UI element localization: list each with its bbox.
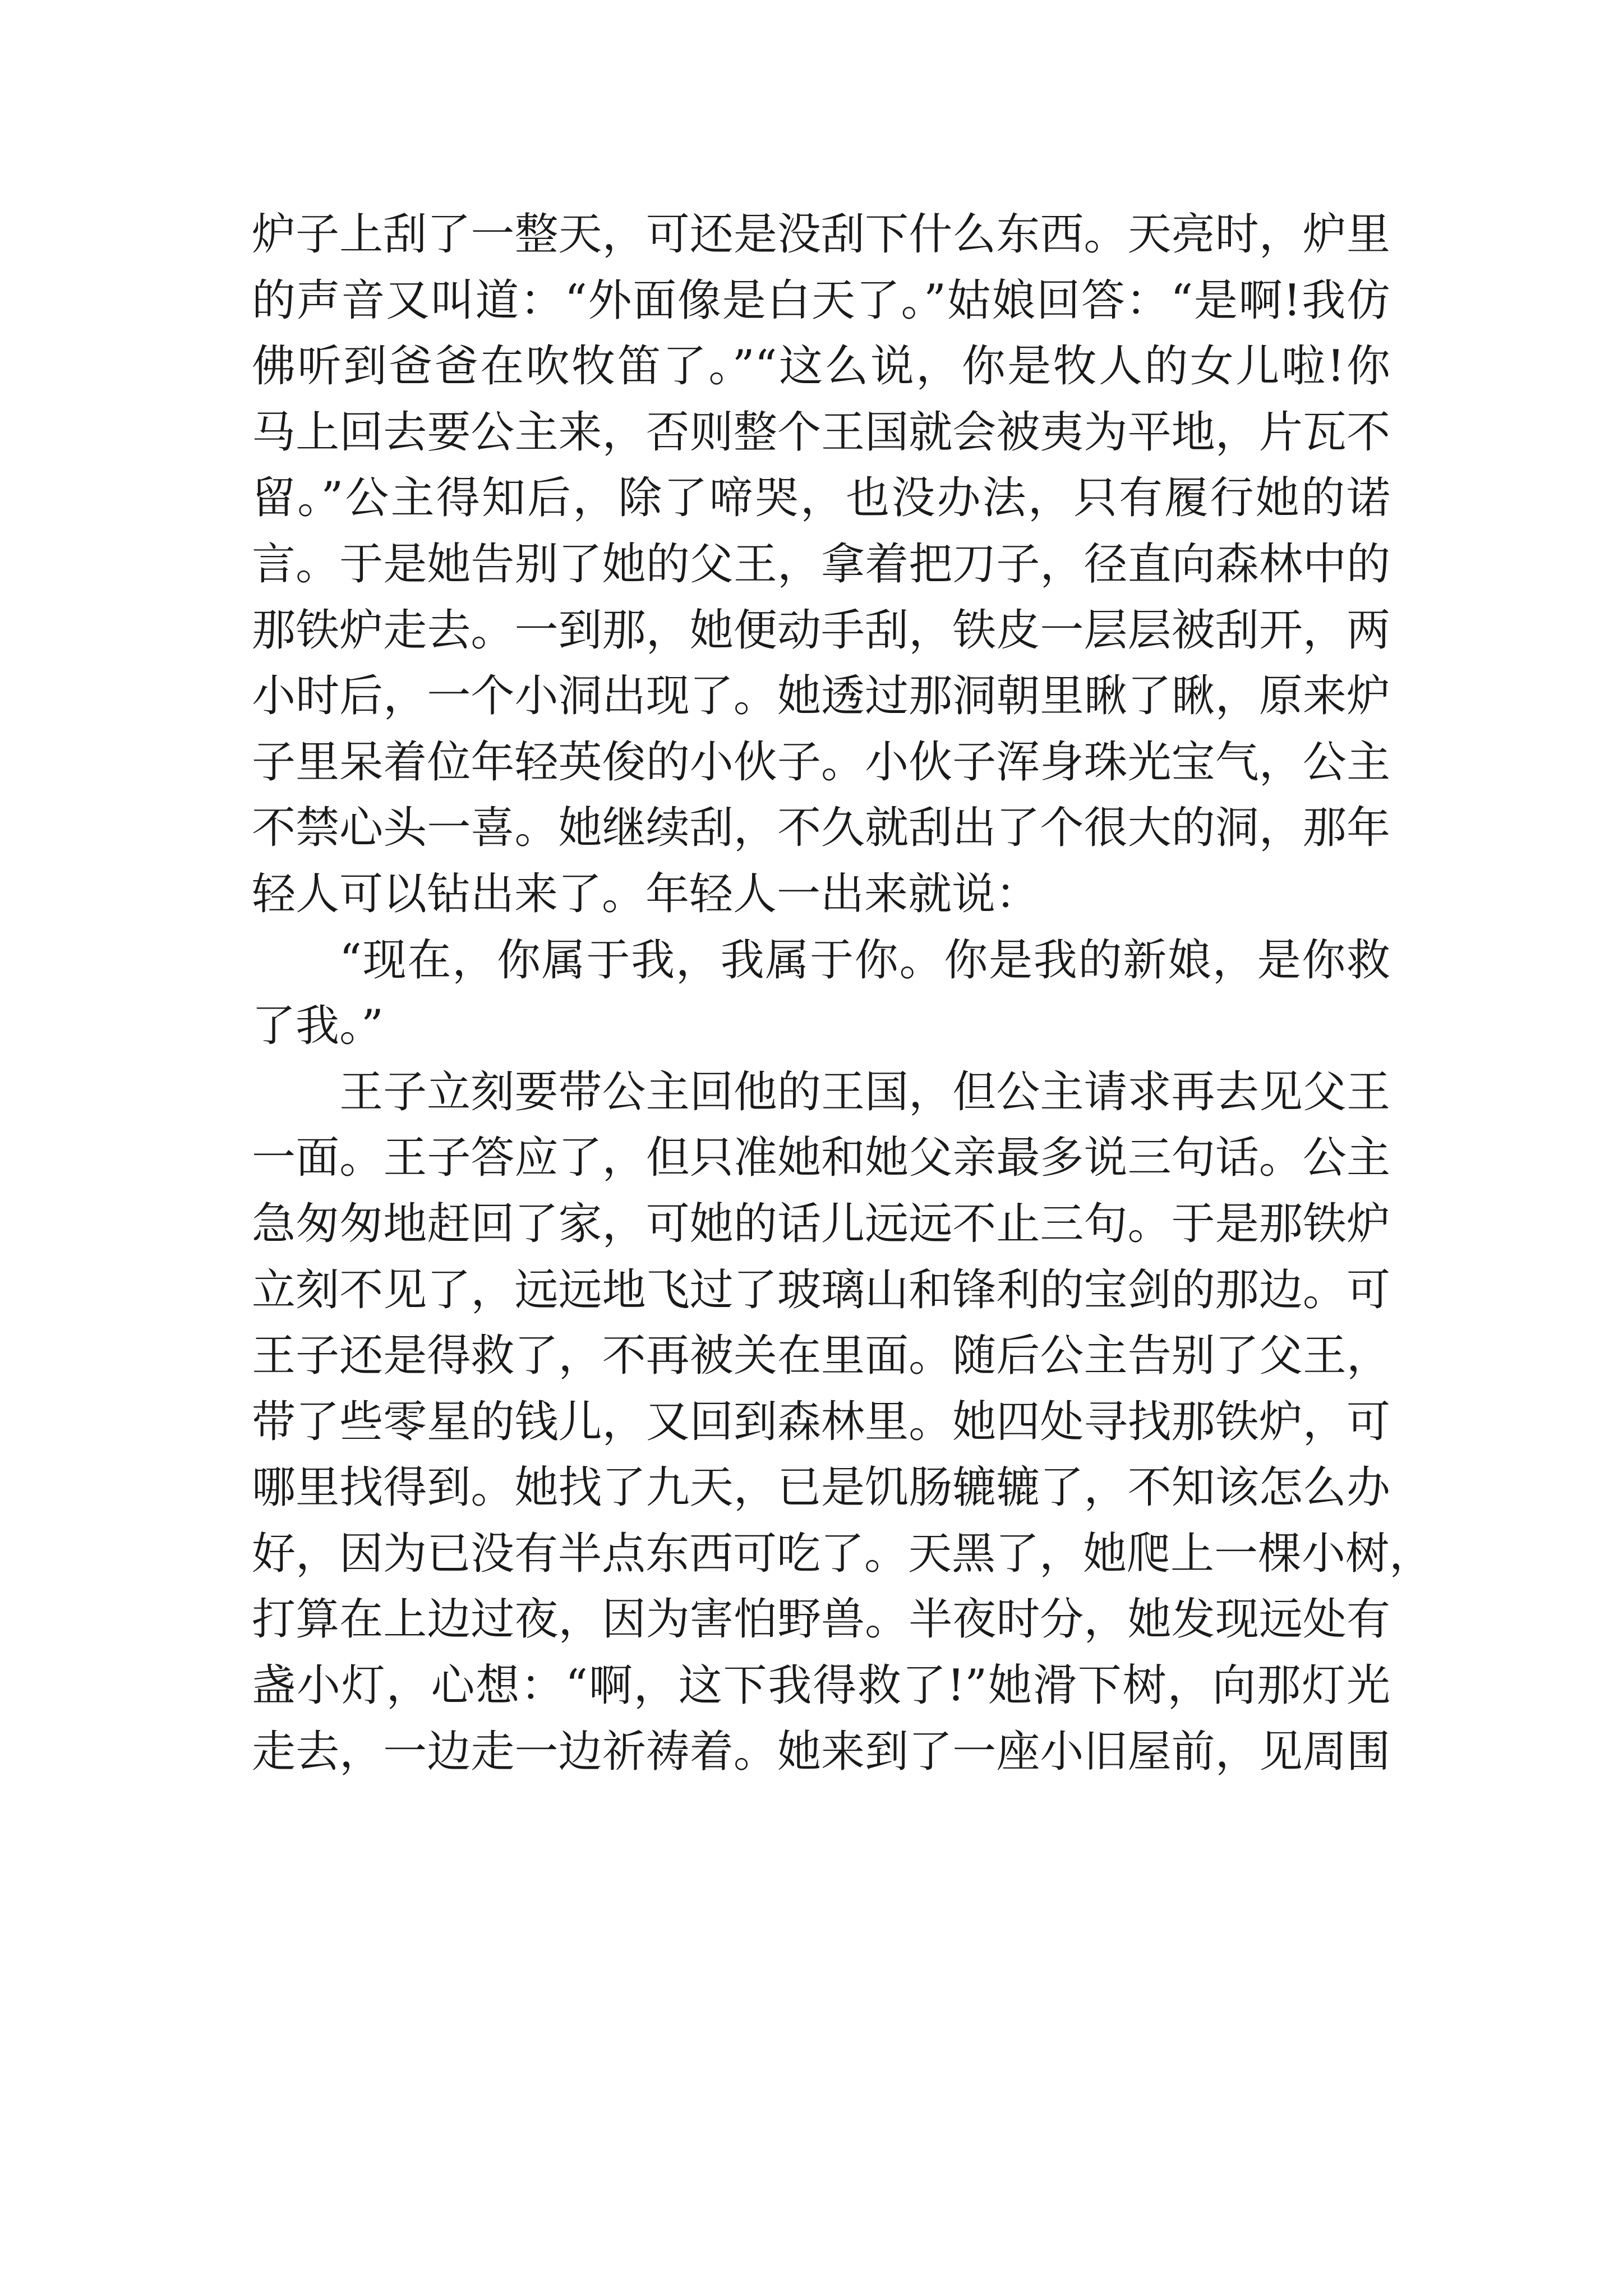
text-line: 了我。” [252, 1001, 384, 1052]
text-line: 带了些零星的钱儿，又回到森林里。她四处寻找那铁炉，可 [252, 1396, 1390, 1447]
text-line: 小时后，一个小洞出现了。她透过那洞朝里瞅了瞅，原来炉 [252, 671, 1390, 722]
text-line: 一面。王子答应了，但只准她和她父亲最多说三句话。公主 [252, 1133, 1390, 1184]
text-line: 王子还是得救了，不再被关在里面。随后公主告别了父王， [252, 1331, 1390, 1382]
text-line: 不禁心头一喜。她继续刮，不久就刮出了个很大的洞，那年 [252, 803, 1390, 854]
text-line: “现在，你属于我，我属于你。你是我的新娘，是你救 [339, 935, 1390, 986]
text-line: 急匆匆地赶回了家，可她的话儿远远不止三句。于是那铁炉 [252, 1198, 1390, 1249]
text-line: 言。于是她告别了她的父王，拿着把刀子，径直向森林中的 [252, 539, 1390, 590]
text-line: 的声音又叫道：“外面像是白天了。”姑娘回答：“是啊!我仿 [252, 275, 1390, 326]
text-line: 盏小灯，心想：“啊，这下我得救了!”她滑下树，向那灯光 [252, 1660, 1390, 1711]
text-line: 轻人可以钻出来了。年轻人一出来就说： [252, 868, 1040, 919]
text-line: 马上回去要公主来，否则整个王国就会被夷为平地，片瓦不 [252, 407, 1390, 458]
text-line: 立刻不见了，远远地飞过了玻璃山和锋利的宝剑的那边。可 [252, 1264, 1390, 1315]
text-line: 炉子上刮了一整天，可还是没刮下什么东西。天亮时，炉里 [252, 209, 1390, 260]
text-line: 走去，一边走一边祈祷着。她来到了一座小旧屋前，见周围 [252, 1726, 1390, 1777]
text-line: 打算在上边过夜，因为害怕野兽。半夜时分，她发现远处有 [252, 1594, 1390, 1645]
text-line: 子里呆着位年轻英俊的小伙子。小伙子浑身珠光宝气，公主 [252, 737, 1390, 788]
text-line: 那铁炉走去。一到那，她便动手刮，铁皮一层层被刮开，两 [252, 605, 1390, 656]
body-text [252, 202, 1433, 1785]
text-line: 好，因为已没有半点东西可吃了。天黑了，她爬上一棵小树， [252, 1528, 1433, 1579]
text-line: 哪里找得到。她找了九天，已是饥肠辘辘了，不知该怎么办 [252, 1462, 1390, 1513]
text-line: 留。”公主得知后，除了啼哭，也没办法，只有履行她的诺 [252, 473, 1390, 524]
text-line: 王子立刻要带公主回他的王国，但公主请求再去见父王 [339, 1066, 1390, 1117]
text-line: 佛听到爸爸在吹牧笛了。”“这么说，你是牧人的女儿啦!你 [252, 341, 1390, 392]
